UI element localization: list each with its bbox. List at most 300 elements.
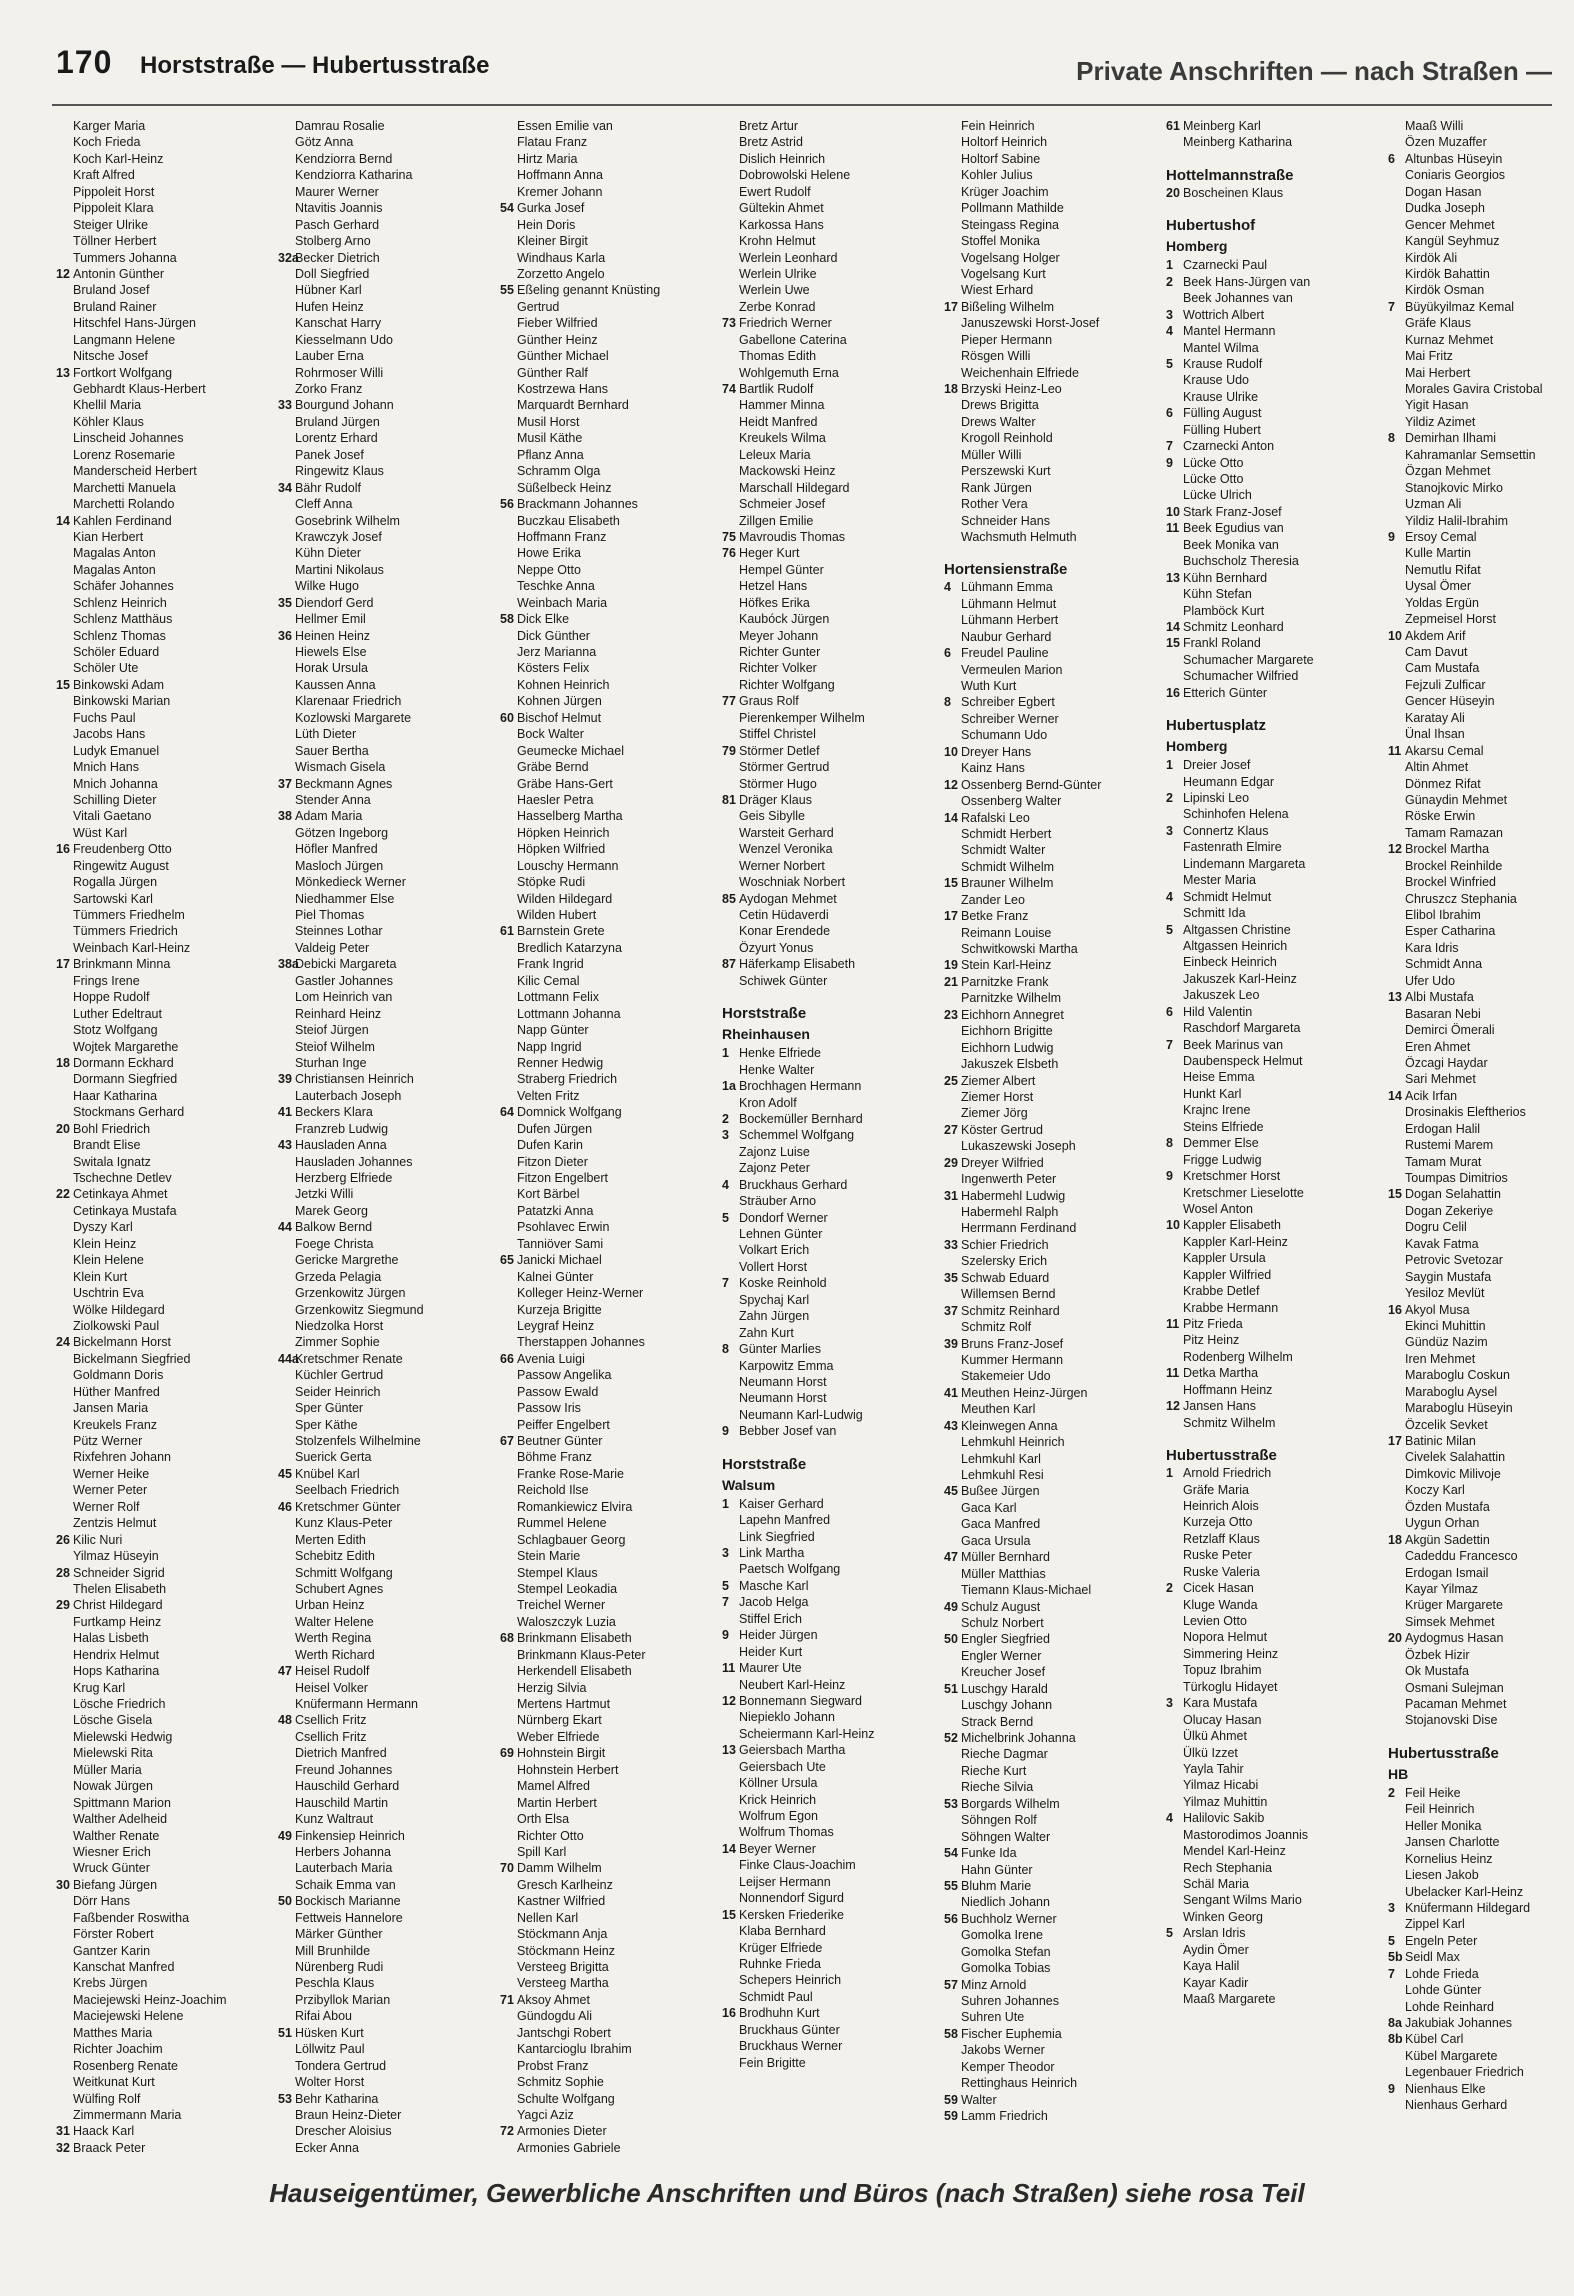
resident-name: Dogan Zekeriye [1405, 1203, 1494, 1218]
resident-entry [500, 595, 715, 611]
resident-name: Straberg Friedrich [517, 1072, 618, 1087]
resident-entry [278, 1647, 493, 1663]
resident-entry [944, 1319, 1159, 1335]
resident-entry [278, 973, 493, 989]
resident-name: Habermehl Ralph [961, 1205, 1059, 1219]
resident-name: Morales Gavira Cristobal [1405, 382, 1543, 396]
resident-name: Kurnaz Mehmet [1405, 332, 1494, 347]
resident-name: Napp Günter [517, 1023, 589, 1038]
resident-entry [1388, 414, 1574, 430]
resident-entry [1166, 1860, 1381, 1876]
resident-name: Holtorf Heinrich [961, 135, 1048, 150]
resident-name: Gomolka Irene [961, 1928, 1043, 1943]
resident-entry [944, 184, 1159, 200]
house-number: 20 [1388, 1631, 1402, 1646]
resident-name: Maciejewski Helene [73, 2009, 184, 2024]
resident-entry [944, 645, 1159, 661]
resident-name: Heisel Rudolf [295, 1664, 370, 1679]
resident-name: Horak Ursula [295, 661, 368, 676]
resident-name: Lohde Reinhard [1405, 1999, 1494, 2014]
resident-name: Sper Käthe [295, 1417, 358, 1432]
resident-name: Ossenberg Walter [961, 794, 1062, 809]
house-number: 29 [56, 1598, 70, 1613]
resident-name: Maraboglu Aysel [1405, 1384, 1498, 1399]
house-number: 72 [500, 2124, 514, 2139]
resident-entry [1166, 1745, 1381, 1761]
resident-name: Vogelsang Kurt [961, 266, 1046, 281]
resident-name: Zorko Franz [295, 382, 363, 396]
resident-entry [722, 266, 937, 282]
resident-entry [1166, 774, 1381, 790]
resident-name: Engler Werner [961, 1648, 1042, 1663]
resident-name: Kavak Fatma [1405, 1236, 1479, 1251]
resident-name: Altgassen Heinrich [1183, 938, 1288, 953]
resident-entry [278, 414, 493, 430]
resident-entry [1388, 1499, 1574, 1515]
resident-name: Bretz Astrid [739, 135, 803, 150]
resident-name: Maurer Ute [739, 1661, 802, 1676]
resident-entry [500, 923, 715, 939]
resident-name: Schiwek Günter [739, 973, 828, 988]
house-number: 32 [56, 2140, 70, 2155]
resident-entry [1166, 872, 1381, 888]
house-number: 5 [722, 1210, 729, 1225]
house-number: 15 [1388, 1187, 1402, 1202]
resident-entry [944, 496, 1159, 512]
resident-entry [56, 1762, 271, 1778]
resident-entry [56, 1515, 271, 1531]
resident-entry [500, 1877, 715, 1893]
resident-name: Rieche Silvia [961, 1780, 1034, 1795]
resident-name: Steins Elfriede [1183, 1119, 1264, 1134]
resident-name: Parnitzke Wilhelm [961, 991, 1062, 1006]
resident-entry [56, 1351, 271, 1367]
house-number: 50 [278, 1894, 292, 1909]
resident-entry [722, 299, 937, 315]
resident-entry [56, 973, 271, 989]
resident-entry [500, 1910, 715, 1926]
resident-entry [278, 2008, 493, 2024]
resident-entry [944, 1960, 1159, 1976]
resident-name: Grzenkowitz Siegmund [295, 1302, 424, 1317]
resident-entry [944, 217, 1159, 233]
resident-entry [500, 2123, 715, 2139]
resident-name: Dormann Eckhard [73, 1055, 174, 1070]
resident-name: Thomas Edith [739, 349, 817, 364]
resident-name: Kendziorra Katharina [295, 168, 413, 183]
street-heading: Hottelmannstraße [1166, 166, 1294, 184]
resident-name: Braun Heinz-Dieter [295, 2107, 402, 2122]
resident-name: Hiewels Else [295, 645, 367, 659]
resident-name: Dogan Hasan [1405, 184, 1482, 199]
resident-entry [944, 151, 1159, 167]
resident-entry [500, 545, 715, 561]
resident-name: Bluhm Marie [961, 1878, 1032, 1893]
resident-entry [1388, 545, 1574, 561]
resident-entry [500, 660, 715, 676]
resident-name: Nemutlu Rifat [1405, 562, 1481, 577]
resident-entry [722, 562, 937, 578]
resident-name: Mielewski Rita [73, 1746, 153, 1761]
resident-entry [1166, 1843, 1381, 1859]
resident-name: Löllwitz Paul [295, 2042, 365, 2057]
resident-entry [278, 151, 493, 167]
resident-name: Detka Martha [1183, 1366, 1259, 1381]
resident-name: Wuth Kurt [961, 679, 1017, 693]
resident-name: Mnich Hans [73, 760, 139, 775]
resident-name: Lehmkuhl Resi [961, 1468, 1044, 1482]
resident-name: Meyer Johann [739, 628, 819, 643]
resident-entry [1388, 480, 1574, 496]
resident-entry [1166, 757, 1381, 773]
resident-name: Hellmer Emil [295, 612, 366, 627]
resident-name: Gündüz Nazim [1405, 1335, 1488, 1350]
house-number: 8 [1388, 431, 1395, 446]
resident-entry [56, 282, 271, 298]
resident-entry [278, 808, 493, 824]
resident-entry [1166, 1185, 1381, 1201]
resident-name: Eichhorn Annegret [961, 1007, 1064, 1022]
resident-entry [944, 1779, 1159, 1795]
resident-name: Peschla Klaus [295, 1976, 375, 1991]
resident-name: Kretschmer Lieselotte [1183, 1185, 1304, 1200]
resident-name: Uygun Orhan [1405, 1516, 1480, 1531]
resident-name: Heinen Heinz [295, 628, 371, 643]
resident-name: Kraft Alfred [73, 168, 135, 183]
resident-entry [500, 825, 715, 841]
resident-entry [1166, 1332, 1381, 1348]
resident-entry [500, 463, 715, 479]
resident-entry [1388, 1647, 1574, 1663]
resident-name: Passow Angelika [517, 1368, 612, 1383]
resident-entry [1388, 611, 1574, 627]
resident-name: Hunkt Karl [1183, 1086, 1242, 1101]
resident-entry [56, 923, 271, 939]
resident-entry [722, 1144, 937, 1160]
resident-entry [944, 2092, 1159, 2108]
resident-name: Wottrich Albert [1183, 307, 1265, 322]
resident-entry [722, 1775, 937, 1791]
resident-name: Lüth Dieter [295, 727, 357, 742]
resident-name: Freund Johannes [295, 1762, 393, 1777]
house-number: 25 [944, 1073, 958, 1088]
resident-name: Frigge Ludwig [1183, 1152, 1262, 1167]
resident-entry [500, 184, 715, 200]
resident-name: Krüger Joachim [961, 184, 1049, 199]
house-number: 11 [1166, 1366, 1180, 1381]
resident-entry [56, 2041, 271, 2057]
resident-name: Schulte Wolfgang [517, 2091, 615, 2106]
resident-entry [56, 2091, 271, 2107]
resident-entry [944, 1089, 1159, 1105]
resident-entry [56, 1548, 271, 1564]
resident-entry [722, 1627, 937, 1643]
house-number: 45 [944, 1484, 958, 1499]
resident-entry [278, 562, 493, 578]
house-number: 11 [722, 1661, 736, 1676]
resident-entry [56, 529, 271, 545]
resident-name: Hüther Manfred [73, 1384, 160, 1399]
resident-name: Beek Johannes van [1183, 291, 1293, 306]
resident-name: Rosenberg Renate [73, 2058, 178, 2073]
resident-name: Frings Irene [73, 973, 140, 988]
resident-name: Hoffmann Heinz [1183, 1382, 1273, 1397]
resident-name: Valdeig Peter [295, 940, 370, 955]
resident-entry [1388, 923, 1574, 939]
resident-name: Wilden Hildegard [517, 891, 613, 906]
resident-entry [1166, 134, 1381, 150]
house-number: 30 [56, 1877, 70, 1892]
resident-entry [500, 677, 715, 693]
resident-entry [278, 447, 493, 463]
resident-name: Krajnc Irene [1183, 1103, 1251, 1118]
resident-entry [56, 151, 271, 167]
resident-entry [1388, 1137, 1574, 1153]
resident-entry [944, 332, 1159, 348]
resident-entry [944, 1336, 1159, 1352]
resident-entry [500, 743, 715, 759]
resident-entry [1166, 118, 1381, 134]
resident-name: Hetzel Hans [739, 579, 808, 594]
resident-entry [944, 1056, 1159, 1072]
resident-entry [944, 859, 1159, 875]
resident-entry [1388, 710, 1574, 726]
resident-entry [500, 1219, 715, 1235]
resident-entry [56, 677, 271, 693]
house-number: 39 [944, 1336, 958, 1351]
resident-entry [1388, 677, 1574, 693]
resident-name: Dudka Joseph [1405, 201, 1485, 216]
resident-name: Kaubóck Jürgen [739, 612, 830, 627]
resident-entry [1388, 1548, 1574, 1564]
resident-entry [1166, 938, 1381, 954]
resident-entry [500, 1186, 715, 1202]
resident-name: Höpken Heinrich [517, 825, 610, 840]
resident-name: Bußee Jürgen [961, 1484, 1040, 1499]
resident-entry [722, 660, 937, 676]
resident-name: Pitz Frieda [1183, 1317, 1243, 1331]
resident-entry [56, 1285, 271, 1301]
resident-entry [944, 875, 1159, 891]
resident-name: Werlein Uwe [739, 283, 810, 298]
resident-name: Özcelik Sevket [1405, 1417, 1488, 1432]
resident-entry [500, 1680, 715, 1696]
resident-name: Gaca Manfred [961, 1517, 1041, 1532]
resident-name: Engeln Peter [1405, 1933, 1478, 1948]
resident-name: Lottmann Johanna [517, 1006, 621, 1021]
resident-name: Günther Ralf [517, 365, 588, 380]
resident-entry [944, 629, 1159, 645]
resident-name: Bourgund Johann [295, 398, 394, 413]
resident-entry [278, 1778, 493, 1794]
resident-name: Kremer Johann [517, 184, 603, 199]
resident-entry [56, 1318, 271, 1334]
house-number: 56 [944, 1911, 958, 1926]
resident-name: Werner Rolf [73, 1499, 140, 1514]
resident-name: Csellich Fritz [295, 1713, 367, 1728]
resident-name: Werner Heike [73, 1466, 150, 1481]
resident-name: Feil Heinrich [1405, 1802, 1475, 1817]
resident-entry [944, 1631, 1159, 1647]
resident-entry [278, 1811, 493, 1827]
resident-name: Nienhaus Gerhard [1405, 2098, 1508, 2113]
resident-entry [944, 760, 1159, 776]
resident-name: Franzreb Ludwig [295, 1121, 389, 1136]
resident-name: Kanschat Manfred [73, 1960, 175, 1974]
resident-name: Bock Walter [517, 727, 584, 742]
resident-entry [944, 1829, 1159, 1845]
resident-entry [944, 1253, 1159, 1269]
resident-name: Ringewitz Klaus [295, 464, 384, 479]
resident-entry [944, 1385, 1159, 1401]
house-number: 76 [722, 546, 736, 561]
resident-name: Link Siegfried [739, 1529, 815, 1544]
resident-name: Ruske Valeria [1183, 1564, 1260, 1579]
resident-name: Lehmkuhl Heinrich [961, 1435, 1065, 1450]
resident-entry [278, 266, 493, 282]
resident-entry [944, 1171, 1159, 1187]
resident-entry [500, 200, 715, 216]
resident-name: Schmeier Josef [739, 497, 826, 512]
resident-name: Gertrud [517, 299, 560, 314]
resident-entry [722, 776, 937, 792]
resident-name: Domnick Wolfgang [517, 1105, 622, 1120]
resident-name: Woschniak Norbert [739, 875, 846, 890]
resident-entry [944, 694, 1159, 710]
house-number: 7 [1166, 1037, 1173, 1052]
resident-entry [56, 200, 271, 216]
resident-entry [1388, 2015, 1574, 2031]
resident-name: Rogalla Jürgen [73, 875, 158, 890]
resident-name: Kunz Klaus-Peter [295, 1516, 393, 1531]
district-heading: Homberg [1166, 238, 1228, 255]
resident-entry [500, 989, 715, 1005]
resident-entry [56, 233, 271, 249]
resident-entry [722, 1824, 937, 1840]
resident-name: Kühn Stefan [1183, 587, 1252, 602]
resident-name: Goldmann Doris [73, 1368, 164, 1383]
resident-entry [1166, 839, 1381, 855]
resident-entry [500, 1893, 715, 1909]
house-number: 18 [1388, 1532, 1402, 1547]
house-number: 14 [944, 810, 958, 825]
resident-name: Rieche Dagmar [961, 1747, 1048, 1762]
resident-entry [56, 628, 271, 644]
resident-entry [278, 595, 493, 611]
resident-name: Buczkau Elisabeth [517, 513, 620, 528]
resident-entry [722, 1660, 937, 1676]
resident-name: Tamam Murat [1405, 1154, 1482, 1169]
resident-entry [1388, 1630, 1574, 1646]
resident-name: Dislich Heinrich [739, 151, 826, 166]
resident-entry [500, 1499, 715, 1515]
resident-name: Müller Matthias [961, 1566, 1046, 1581]
resident-entry [56, 710, 271, 726]
resident-entry [722, 1210, 937, 1226]
resident-entry [1388, 841, 1574, 857]
house-number: 6 [944, 646, 951, 661]
resident-entry [278, 1318, 493, 1334]
resident-entry [500, 1828, 715, 1844]
resident-entry [56, 447, 271, 463]
resident-name: Kühn Bernhard [1183, 570, 1268, 585]
resident-name: Lühmann Herbert [961, 613, 1059, 628]
resident-entry [1388, 1351, 1574, 1367]
resident-entry [1166, 1283, 1381, 1299]
resident-name: Weinbach Maria [517, 595, 608, 610]
resident-name: Müller Bernhard [961, 1550, 1050, 1565]
resident-entry [278, 1860, 493, 1876]
resident-entry [1166, 1135, 1381, 1151]
resident-name: Bruckhaus Günter [739, 2022, 840, 2037]
resident-name: Panek Josef [295, 447, 364, 462]
resident-name: Kara Idris [1405, 940, 1459, 955]
resident-entry [722, 1512, 937, 1528]
resident-name: Zillgen Emilie [739, 513, 814, 528]
house-number: 74 [722, 382, 736, 396]
resident-name: Niedlich Johann [961, 1895, 1050, 1910]
resident-name: Dufen Karin [517, 1138, 584, 1153]
house-number: 77 [722, 694, 736, 709]
resident-name: Buchscholz Theresia [1183, 554, 1299, 569]
resident-name: Töllner Herbert [73, 234, 157, 249]
resident-name: Martin Herbert [517, 1795, 597, 1810]
resident-name: Karatay Ali [1405, 710, 1465, 725]
resident-name: Heisel Volker [295, 1680, 368, 1695]
resident-entry [500, 1203, 715, 1219]
resident-name: Sper Günter [295, 1401, 364, 1416]
house-number: 9 [1166, 455, 1173, 470]
resident-name: Balkow Bernd [295, 1220, 373, 1235]
resident-name: Krawczyk Josef [295, 529, 382, 544]
resident-name: Fejzuli Zulficar [1405, 677, 1486, 692]
resident-entry [56, 397, 271, 413]
resident-name: Zentzis Helmut [73, 1516, 157, 1531]
resident-name: Cleff Anna [295, 497, 353, 512]
resident-name: Rech Stephania [1183, 1860, 1272, 1875]
resident-entry [278, 1367, 493, 1383]
resident-name: Armonies Gabriele [517, 2140, 621, 2155]
resident-name: Dörr Hans [73, 1894, 130, 1909]
resident-name: Weber Elfriede [517, 1729, 600, 1744]
resident-entry [722, 1177, 937, 1193]
resident-name: Janicki Michael [517, 1253, 602, 1268]
street-heading: Horststraße [722, 1455, 807, 1473]
resident-name: Herzberg Elfriede [295, 1171, 393, 1185]
resident-entry [56, 1384, 271, 1400]
resident-name: Fülling August [1183, 406, 1262, 421]
resident-name: Versteeg Brigitta [517, 1960, 609, 1974]
resident-name: Saygin Mustafa [1405, 1269, 1492, 1284]
resident-entry [56, 1565, 271, 1581]
resident-entry [722, 1923, 937, 1939]
house-number: 5 [1166, 1926, 1173, 1941]
resident-entry [56, 1647, 271, 1663]
resident-entry [722, 1644, 937, 1660]
resident-name: Funke Ida [961, 1846, 1017, 1861]
resident-name: Bickelmann Horst [73, 1335, 171, 1350]
resident-name: Coniaris Georgios [1405, 168, 1506, 183]
resident-name: Yilmaz Muhittin [1183, 1794, 1268, 1809]
resident-entry [944, 1040, 1159, 1056]
resident-entry [278, 677, 493, 693]
resident-name: Schmitt Ida [1183, 906, 1246, 921]
resident-entry [56, 1104, 271, 1120]
resident-entry [944, 1763, 1159, 1779]
resident-entry [722, 1956, 937, 1972]
resident-entry [278, 1581, 493, 1597]
resident-entry [944, 134, 1159, 150]
